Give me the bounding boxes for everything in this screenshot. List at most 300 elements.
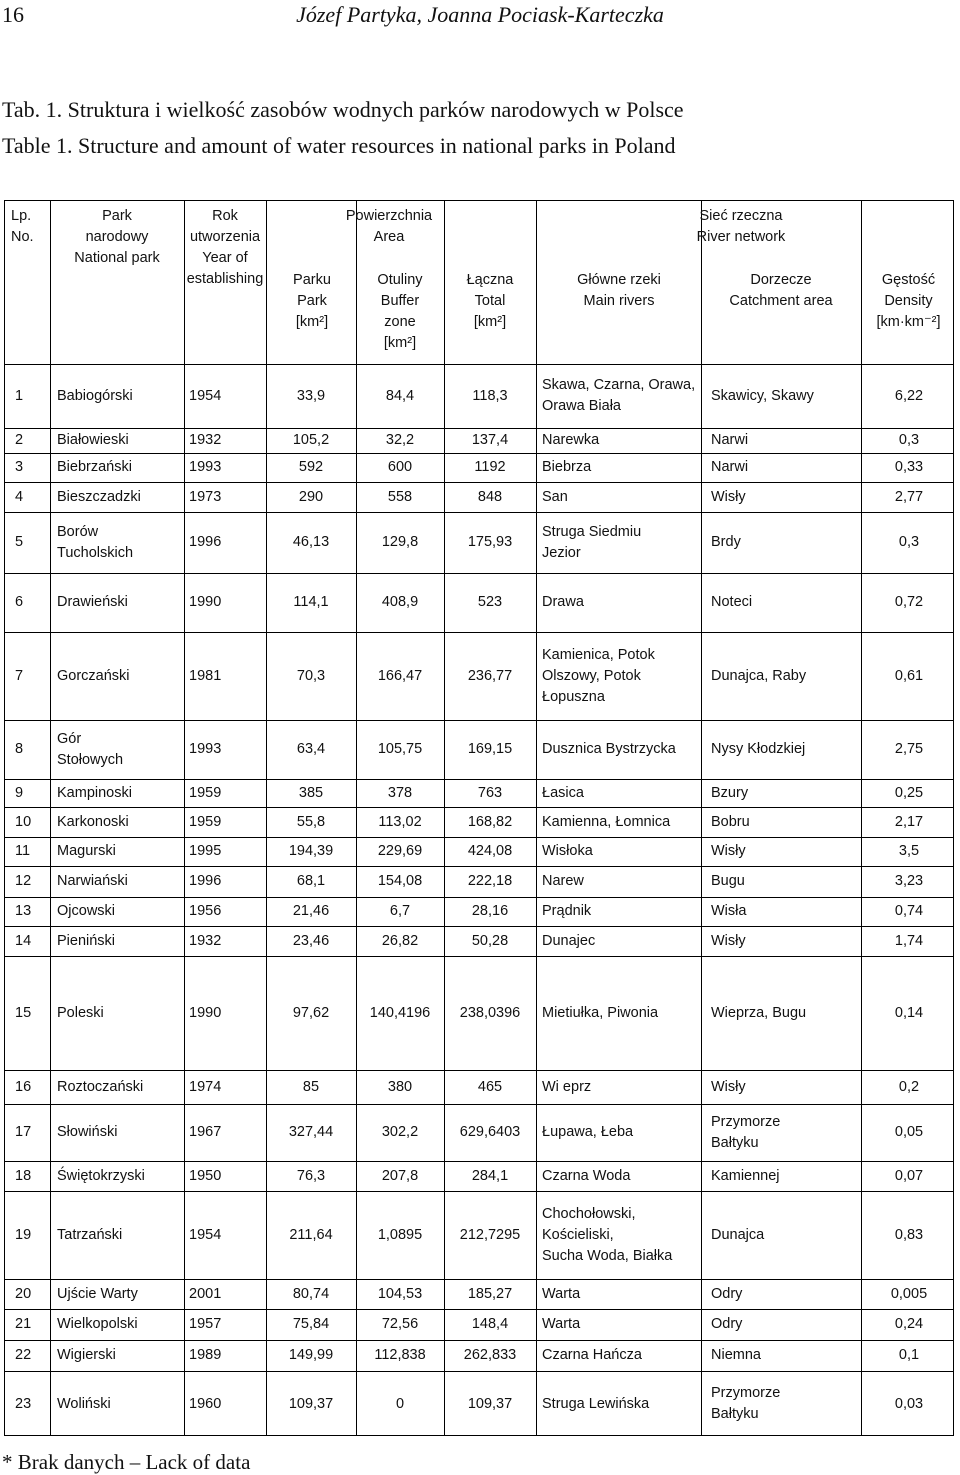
water-resources-table: [4, 200, 954, 1436]
text-line: Wisły: [711, 843, 746, 859]
cell-rivers: [542, 783, 700, 804]
cell-lp: 8: [15, 741, 24, 757]
cell-density: 0,3: [898, 534, 920, 550]
text-line: Struga Siedmiu: [542, 523, 642, 540]
column-divider: [444, 201, 445, 1435]
text-line: Tucholskich: [57, 544, 134, 561]
text-line: Orawa Biała: [542, 398, 621, 414]
cell-buffer: 72,56: [381, 1316, 419, 1332]
header-main-rivers: [538, 270, 700, 312]
cell-year: 1996: [189, 873, 222, 889]
cell-area: 211,64: [289, 1226, 333, 1243]
cell-year: 1993: [189, 459, 222, 475]
row-divider: [5, 1309, 953, 1310]
text-line: Skawicy, Skawy: [711, 387, 814, 404]
cell-year: 1974: [189, 1078, 222, 1095]
row-divider: [5, 1371, 953, 1372]
cell-park: [57, 1122, 182, 1143]
cell-year: 1960: [189, 1395, 222, 1412]
cell-year: 1959: [189, 813, 222, 830]
cell-catchment: [711, 457, 859, 478]
cell-buffer: 166,47: [377, 667, 423, 684]
cell-park: [57, 1225, 182, 1246]
cell-park: [57, 783, 182, 804]
text-line: Biebrza: [542, 459, 592, 475]
cell-density: 0,83: [894, 1226, 924, 1243]
cell-lp: 6: [15, 594, 24, 610]
cell-lp: 7: [15, 667, 24, 684]
cell-year: 1954: [189, 1226, 222, 1243]
text-line: Główne rzeki: [577, 272, 661, 288]
text-line: Kościeliski,: [542, 1226, 614, 1243]
cell-area: 23,46: [292, 932, 330, 949]
cell-lp: 20: [15, 1285, 32, 1302]
text-line: Łopuszna: [542, 688, 605, 705]
header-area-park: [269, 270, 355, 333]
cell-lp: 9: [15, 784, 24, 801]
cell-rivers: [542, 645, 700, 708]
cell-park: [57, 592, 182, 613]
cell-buffer: 129,8: [381, 534, 419, 550]
text-line: Park: [102, 208, 132, 224]
cell-catchment: [711, 739, 859, 760]
cell-rivers: [542, 1284, 700, 1305]
cell-area: 85: [302, 1078, 320, 1095]
cell-total: 109,37: [467, 1395, 513, 1412]
text-line: Noteci: [711, 594, 753, 610]
cell-density: 0,25: [894, 784, 924, 801]
text-line: Brdy: [711, 534, 741, 550]
header-divider: [5, 364, 953, 365]
table-caption-english: Table 1. Structure and amount of water resources in national parks in Poland: [2, 133, 676, 158]
cell-catchment: [711, 1225, 859, 1246]
cell-rivers: [542, 430, 700, 451]
cell-lp: 3: [15, 459, 24, 475]
cell-catchment: [711, 1314, 859, 1335]
cell-catchment: [711, 1003, 859, 1024]
text-line: Łączna: [466, 272, 514, 288]
cell-density: 0,33: [894, 459, 924, 475]
cell-year: 1990: [189, 1004, 222, 1021]
row-divider: [5, 573, 953, 574]
cell-buffer: 408,9: [381, 594, 419, 610]
cell-total: 175,93: [467, 534, 513, 550]
text-line: narodowy: [85, 229, 149, 245]
cell-rivers: [542, 871, 700, 892]
text-line: Białowieski: [57, 432, 129, 448]
text-line: Pieniński: [57, 932, 116, 949]
text-line: Łasica: [542, 784, 584, 801]
cell-density: 0,07: [894, 1167, 924, 1184]
text-line: Gór: [57, 730, 82, 747]
cell-park: [57, 487, 182, 508]
cell-buffer: 6,7: [389, 903, 411, 919]
cell-total: 629,6403: [459, 1124, 521, 1140]
text-line: Bieszczadzki: [57, 488, 141, 505]
cell-area: 97,62: [292, 1004, 330, 1021]
page-number: 16: [2, 2, 24, 27]
row-divider: [5, 512, 953, 513]
cell-density: 2,75: [894, 741, 924, 757]
row-divider: [5, 897, 953, 898]
cell-year: 1989: [189, 1347, 222, 1363]
cell-lp: 23: [15, 1395, 32, 1412]
cell-area: 75,84: [292, 1316, 330, 1332]
cell-year: 1995: [189, 843, 222, 859]
header-area: [269, 206, 509, 248]
text-line: Przymorze: [711, 1385, 781, 1401]
cell-lp: 21: [15, 1316, 32, 1332]
cell-density: 0,005: [890, 1285, 928, 1302]
text-line: Czarna Hańcza: [542, 1347, 642, 1363]
row-divider: [5, 453, 953, 454]
text-line: Struga Lewińska: [542, 1395, 650, 1412]
cell-total: 28,16: [471, 903, 509, 919]
cell-year: 1959: [189, 784, 222, 801]
text-line: Dusznica Bystrzycka: [542, 741, 676, 757]
cell-year: 1932: [189, 432, 222, 448]
column-divider: [266, 201, 267, 1435]
text-line: Stołowych: [57, 751, 124, 768]
text-line: [km²]: [473, 314, 507, 330]
text-line: Woliński: [57, 1395, 111, 1412]
cell-density: 0,14: [894, 1004, 924, 1021]
cell-lp: 14: [15, 932, 32, 949]
cell-catchment: [711, 1077, 859, 1098]
text-line: zone: [384, 314, 416, 330]
text-line: San: [542, 488, 568, 505]
header-lp: [11, 206, 51, 248]
cell-buffer: 104,53: [377, 1285, 423, 1302]
text-line: No.: [11, 229, 34, 245]
cell-area: 76,3: [296, 1167, 326, 1184]
cell-lp: 16: [15, 1078, 32, 1095]
row-divider: [5, 779, 953, 780]
cell-catchment: [711, 1112, 859, 1154]
text-line: Wisły: [711, 1078, 746, 1095]
cell-year: 1957: [189, 1316, 222, 1332]
text-line: Ojcowski: [57, 903, 116, 919]
text-line: Area: [373, 229, 405, 245]
cell-density: 0,03: [894, 1395, 924, 1412]
header-catchment: [702, 270, 860, 312]
text-line: Ujście Warty: [57, 1285, 138, 1302]
text-line: Dunajca: [711, 1226, 765, 1243]
cell-density: 2,17: [894, 813, 924, 830]
cell-total: 212,7295: [459, 1226, 521, 1243]
cell-area: 290: [298, 488, 324, 505]
text-line: Skawa, Czarna, Orawa,: [542, 377, 696, 393]
row-divider: [5, 1340, 953, 1341]
text-line: Dunajec: [542, 932, 596, 949]
text-line: Olszowy, Potok: [542, 667, 641, 684]
text-line: Rok: [212, 208, 238, 224]
cell-year: 2001: [189, 1285, 222, 1302]
cell-lp: 12: [15, 873, 32, 889]
row-divider: [5, 1161, 953, 1162]
cell-rivers: [542, 931, 700, 952]
header-year: [186, 206, 264, 290]
text-line: Warta: [542, 1285, 581, 1302]
text-line: Kamienica, Potok: [542, 646, 655, 663]
cell-rivers: [542, 739, 700, 760]
cell-park: [57, 457, 182, 478]
cell-total: 118,3: [472, 387, 508, 404]
cell-park: [57, 729, 182, 771]
cell-year: 1932: [189, 932, 222, 949]
text-line: Chochołowski,: [542, 1205, 636, 1222]
cell-rivers: [542, 1003, 700, 1024]
cell-buffer: 1,0895: [377, 1226, 423, 1243]
cell-catchment: [711, 487, 859, 508]
cell-catchment: [711, 1383, 859, 1425]
cell-catchment: [711, 1345, 859, 1366]
cell-density: 2,77: [894, 488, 924, 505]
header-park: [53, 206, 181, 269]
text-line: Wisłoka: [542, 843, 593, 859]
cell-park: [57, 666, 182, 687]
cell-total: 284,1: [471, 1167, 509, 1184]
text-line: Czarna Woda: [542, 1167, 631, 1184]
cell-year: 1996: [189, 534, 222, 550]
text-line: Mietiułka, Piwonia: [542, 1004, 659, 1021]
cell-park: [57, 386, 182, 407]
cell-lp: 4: [15, 488, 24, 505]
cell-year: 1981: [189, 667, 222, 684]
text-line: Narwi: [711, 459, 749, 475]
text-line: Wi eprz: [542, 1078, 592, 1095]
text-line: Łupawa, Łeba: [542, 1124, 634, 1140]
cell-buffer: 229,69: [377, 843, 423, 859]
cell-year: 1954: [189, 387, 222, 404]
cell-area: 327,44: [288, 1124, 334, 1140]
cell-total: 238,0396: [459, 1004, 521, 1021]
cell-buffer: 26,82: [381, 932, 419, 949]
text-line: Biebrzański: [57, 459, 132, 475]
text-line: Odry: [711, 1285, 743, 1302]
table-caption-polish: Tab. 1. Struktura i wielkość zasobów wodnych parków narodowych w Polsce: [2, 97, 684, 122]
text-line: Buffer: [380, 293, 420, 309]
cell-total: 148,4: [471, 1316, 509, 1332]
cell-rivers: [542, 1345, 700, 1366]
cell-density: 0,74: [894, 903, 924, 919]
cell-park: [57, 1394, 182, 1415]
cell-lp: 17: [15, 1124, 32, 1140]
cell-area: 109,37: [288, 1395, 334, 1412]
cell-lp: 19: [15, 1226, 32, 1243]
cell-rivers: [542, 1204, 700, 1267]
cell-buffer: 600: [387, 459, 413, 475]
text-line: Wieprza, Bugu: [711, 1004, 807, 1021]
row-divider: [5, 482, 953, 483]
cell-density: 0,72: [894, 594, 924, 610]
cell-park: [57, 931, 182, 952]
text-line: River network: [696, 229, 786, 245]
cell-rivers: [542, 1166, 700, 1187]
cell-density: 3,5: [898, 843, 920, 859]
text-line: National park: [74, 250, 160, 266]
text-line: Przymorze: [711, 1113, 781, 1130]
text-line: Karkonoski: [57, 813, 129, 830]
cell-rivers: [542, 812, 700, 833]
cell-area: 68,1: [296, 873, 326, 889]
text-line: Park: [297, 293, 327, 309]
cell-total: 465: [477, 1078, 503, 1095]
header-area-total: [445, 270, 535, 333]
cell-area: 114,1: [293, 594, 329, 610]
cell-year: 1956: [189, 903, 222, 919]
text-line: Jezior: [542, 544, 581, 561]
text-line: Magurski: [57, 843, 116, 859]
cell-area: 21,46: [292, 903, 330, 919]
cell-total: 763: [477, 784, 503, 801]
text-line: [km·km⁻²]: [876, 314, 941, 330]
text-line: Drawieński: [57, 594, 128, 610]
cell-density: 6,22: [894, 387, 924, 404]
text-line: Narewka: [542, 432, 600, 448]
row-divider: [5, 926, 953, 927]
cell-total: 236,77: [467, 667, 513, 684]
cell-rivers: [542, 487, 700, 508]
cell-park: [57, 1345, 182, 1366]
text-line: Poleski: [57, 1004, 104, 1021]
row-divider: [5, 1104, 953, 1105]
cell-rivers: [542, 375, 700, 417]
text-line: Bałtyku: [711, 1406, 759, 1422]
cell-density: 0,05: [894, 1124, 924, 1140]
cell-total: 1192: [474, 459, 506, 475]
cell-catchment: [711, 871, 859, 892]
text-line: Nysy Kłodzkiej: [711, 741, 806, 757]
cell-buffer: 0: [395, 1395, 405, 1412]
row-divider: [5, 428, 953, 429]
header-area-buffer: [357, 270, 443, 354]
cell-rivers: [542, 592, 700, 613]
text-line: Gęstość: [881, 272, 936, 288]
cell-park: [57, 430, 182, 451]
cell-buffer: 32,2: [385, 432, 415, 448]
text-line: Narew: [542, 873, 584, 889]
cell-lp: 2: [15, 432, 24, 448]
text-line: Density: [884, 293, 933, 309]
cell-buffer: 302,2: [381, 1124, 419, 1140]
text-line: Narwi: [711, 432, 749, 448]
cell-rivers: [542, 901, 700, 922]
cell-buffer: 140,4196: [369, 1004, 431, 1021]
cell-catchment: [711, 666, 859, 687]
text-line: Total: [474, 293, 506, 309]
column-divider: [536, 201, 537, 1435]
cell-year: 1993: [189, 741, 222, 757]
cell-park: [57, 522, 182, 564]
column-divider: [356, 201, 357, 1435]
cell-area: 70,3: [296, 667, 326, 684]
text-line: Bałtyku: [711, 1134, 759, 1151]
cell-catchment: [711, 1166, 859, 1187]
text-line: Prądnik: [542, 903, 592, 919]
cell-park: [57, 841, 182, 862]
cell-total: 185,27: [467, 1285, 513, 1302]
cell-rivers: [542, 841, 700, 862]
cell-lp: 5: [15, 534, 24, 550]
header-density: [862, 270, 955, 333]
cell-buffer: 105,75: [377, 741, 423, 757]
cell-catchment: [711, 592, 859, 613]
text-line: Bugu: [711, 873, 745, 889]
cell-year: 1967: [189, 1124, 222, 1140]
cell-rivers: [542, 1077, 700, 1098]
cell-area: 80,74: [292, 1285, 330, 1302]
cell-buffer: 378: [387, 784, 413, 801]
text-line: Lp.: [11, 208, 32, 224]
cell-total: 262,833: [463, 1347, 517, 1363]
cell-park: [57, 901, 182, 922]
cell-lp: 10: [15, 813, 32, 830]
row-divider: [5, 837, 953, 838]
cell-rivers: [542, 1394, 700, 1415]
cell-density: 0,3: [898, 432, 920, 448]
column-divider: [184, 201, 185, 1435]
cell-area: 46,13: [292, 534, 330, 550]
text-line: Dunajca, Raby: [711, 667, 807, 684]
cell-catchment: [711, 901, 859, 922]
text-line: Wielkopolski: [57, 1316, 138, 1332]
cell-park: [57, 1003, 182, 1024]
text-line: Niemna: [711, 1347, 761, 1363]
cell-catchment: [711, 532, 859, 553]
cell-catchment: [711, 783, 859, 804]
cell-density: 3,23: [894, 873, 924, 889]
cell-buffer: 112,838: [374, 1347, 426, 1363]
column-divider: [861, 201, 862, 1435]
cell-catchment: [711, 841, 859, 862]
cell-area: 105,2: [292, 432, 330, 448]
cell-rivers: [542, 1314, 700, 1335]
cell-total: 222,18: [467, 873, 513, 889]
cell-area: 33,9: [296, 387, 326, 404]
text-line: Roztoczański: [57, 1078, 144, 1095]
text-line: Kamiennej: [711, 1167, 780, 1184]
cell-total: 848: [477, 488, 503, 505]
text-line: Powierzchnia: [345, 208, 433, 224]
cell-buffer: 380: [387, 1078, 413, 1095]
cell-park: [57, 871, 182, 892]
text-line: Świętokrzyski: [57, 1167, 145, 1184]
cell-year: 1950: [189, 1167, 222, 1184]
text-line: Kampinoski: [57, 784, 132, 801]
text-line: Sieć rzeczna: [699, 208, 783, 224]
column-divider: [50, 201, 51, 1435]
cell-area: 592: [298, 459, 324, 475]
cell-lp: 22: [15, 1347, 32, 1363]
cell-year: 1973: [189, 488, 222, 505]
cell-rivers: [542, 457, 700, 478]
text-line: Main rivers: [583, 293, 655, 309]
text-line: Borów: [57, 523, 99, 540]
header-river-network: [541, 206, 941, 248]
cell-density: 0,24: [894, 1316, 924, 1332]
text-line: Wisły: [711, 488, 746, 505]
cell-lp: 18: [15, 1167, 32, 1184]
cell-catchment: [711, 812, 859, 833]
text-line: Kamienna, Łomnica: [542, 813, 671, 830]
cell-rivers: [542, 1122, 700, 1143]
cell-area: 55,8: [296, 813, 326, 830]
cell-total: 424,08: [467, 843, 513, 859]
text-line: Wisła: [711, 903, 747, 919]
row-divider: [5, 1070, 953, 1071]
text-line: Słowiński: [57, 1124, 118, 1140]
